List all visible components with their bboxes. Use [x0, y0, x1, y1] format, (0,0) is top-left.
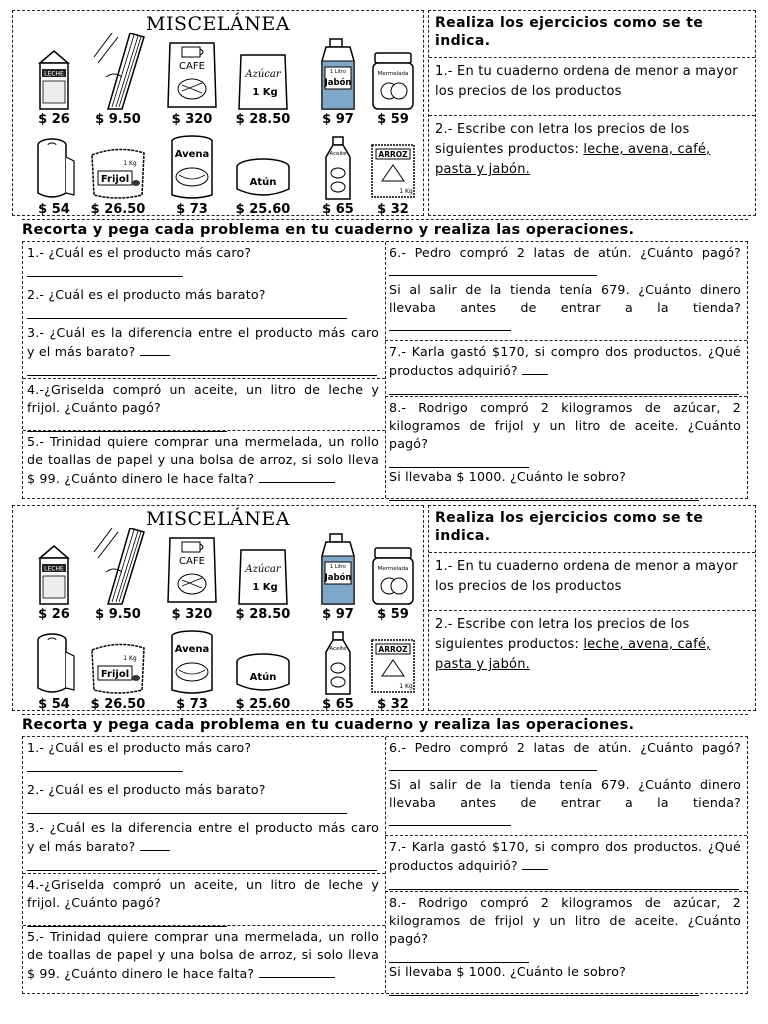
- svg-text:Frijol: Frijol: [100, 174, 130, 185]
- answer-blank[interactable]: [389, 317, 511, 331]
- svg-text:CAFE: CAFE: [179, 556, 205, 567]
- price-aceite: $ 65: [322, 202, 354, 217]
- problems-box: [22, 241, 748, 499]
- price-azucar: $ 28.50: [235, 607, 291, 622]
- problem-8-followup: Si llevaba $ 1000. ¿Cuánto le sobro?: [389, 469, 627, 484]
- rice-bag-icon: [368, 139, 418, 201]
- product-atun: [227, 652, 299, 712]
- answer-line[interactable]: [389, 981, 699, 996]
- product-avena: [159, 135, 225, 217]
- problem-7: [385, 835, 747, 890]
- product-cafe: [159, 35, 225, 127]
- problem-4: [23, 873, 385, 927]
- answer-blank[interactable]: [389, 812, 511, 826]
- problems-right-column: [385, 737, 747, 993]
- product-toallas: [21, 632, 87, 712]
- rice-bag-icon: [368, 634, 418, 696]
- price-toallas: $ 54: [38, 202, 70, 217]
- svg-text:1 Kg: 1 Kg: [399, 188, 413, 195]
- soap-bottle-icon: [316, 37, 360, 111]
- problem-1-text: 1.- ¿Cuál es el producto más caro?: [27, 740, 252, 755]
- oatmeal-can-icon: [167, 135, 217, 201]
- svg-text:ARROZ: ARROZ: [378, 645, 408, 654]
- product-cafe: [159, 530, 225, 622]
- instructions-header: Realiza los ejercicios como se te indica.: [435, 510, 704, 544]
- price-avena: $ 73: [176, 202, 208, 217]
- svg-text:Avena: Avena: [174, 149, 210, 160]
- answer-blank[interactable]: [522, 361, 548, 375]
- problem-3: [27, 324, 379, 376]
- product-leche: [21, 544, 87, 622]
- price-pasta: $ 9.50: [95, 112, 141, 127]
- svg-text:1 Litro: 1 Litro: [330, 564, 346, 570]
- instructions-header: Realiza los ejercicios como se te indica.: [435, 15, 704, 49]
- problem-8-followup: Si llevaba $ 1000. ¿Cuánto le sobro?: [389, 964, 627, 979]
- svg-text:1 Kg: 1 Kg: [252, 87, 278, 98]
- problem-1: [27, 244, 379, 277]
- problem-2-text: 2.- ¿Cuál es el producto más barato?: [27, 287, 266, 302]
- instruction-1: 1.- En tu cuaderno ordena de menor a mayor los precios de los productos: [429, 57, 755, 120]
- answer-line[interactable]: [27, 262, 183, 277]
- problem-7: [385, 340, 747, 395]
- product-frijol: [85, 640, 151, 712]
- price-azucar: $ 28.50: [235, 112, 291, 127]
- svg-text:Azúcar: Azúcar: [245, 69, 281, 80]
- svg-text:Atún: Atún: [249, 177, 277, 188]
- instructions-box: [428, 10, 756, 216]
- problem-6: [389, 739, 741, 831]
- answer-line[interactable]: [27, 856, 377, 871]
- problem-6-text: 6.- Pedro compró 2 latas de atún. ¿Cuánto pagó?: [389, 740, 741, 755]
- product-frijol: [85, 145, 151, 217]
- product-arroz: [363, 634, 423, 712]
- answer-blank[interactable]: [389, 757, 597, 771]
- svg-text:1 Litro: 1 Litro: [330, 69, 346, 75]
- milk-carton-icon: [32, 49, 76, 111]
- svg-text:CAFE: CAFE: [179, 61, 205, 72]
- problem-1: [27, 739, 379, 772]
- price-atun: $ 25.60: [235, 202, 291, 217]
- svg-text:Atún: Atún: [249, 672, 277, 683]
- bean-bag-icon: [88, 640, 148, 696]
- answer-blank[interactable]: [522, 856, 548, 870]
- problems-box: [22, 736, 748, 994]
- problem-1-text: 1.- ¿Cuál es el producto más caro?: [27, 245, 252, 260]
- sugar-bag-icon: [233, 544, 293, 606]
- answer-line[interactable]: [389, 486, 699, 501]
- price-toallas: $ 54: [38, 697, 70, 712]
- product-azucar: [227, 544, 299, 622]
- problem-4-text: 4.-¿Griselda compró un aceite, un litro de leche y frijol. ¿Cuánto pagó?: [27, 382, 379, 415]
- product-jabon: [305, 532, 371, 622]
- problem-6-followup: Si al salir de la tienda tenía 679. ¿Cuánto dinero llevaba antes de entrar a la tienda?: [389, 282, 741, 315]
- price-frijol: $ 26.50: [90, 202, 146, 217]
- instruction-2-text: 2.- Escribe con letra los precios de los siguientes productos:: [435, 617, 690, 652]
- svg-text:1 Kg: 1 Kg: [252, 582, 278, 593]
- jam-jar-icon: [369, 49, 417, 111]
- price-cafe: $ 320: [171, 607, 213, 622]
- product-mermelada: [363, 49, 423, 127]
- product-catalog: [12, 10, 424, 216]
- product-aceite: [305, 135, 371, 217]
- answer-blank[interactable]: [140, 837, 170, 851]
- answer-line[interactable]: [27, 757, 183, 772]
- jam-jar-icon: [369, 544, 417, 606]
- price-atun: $ 25.60: [235, 697, 291, 712]
- problem-5: [23, 430, 385, 488]
- coffee-bag-icon: [164, 530, 220, 606]
- problem-7-text: 7.- Karla gastó $170, si compro dos productos. ¿Qué productos adquirió?: [389, 344, 741, 378]
- price-mermelada: $ 59: [377, 112, 409, 127]
- instruction-2-text: 2.- Escribe con letra los precios de los siguientes productos:: [435, 122, 690, 157]
- product-pasta: [85, 528, 151, 622]
- problem-8: [385, 891, 747, 996]
- problem-6-text: 6.- Pedro compró 2 latas de atún. ¿Cuánto pagó?: [389, 245, 741, 260]
- answer-line[interactable]: [389, 875, 739, 890]
- product-azucar: [227, 49, 299, 127]
- catalog-title: MISCELÁNEA: [146, 13, 290, 35]
- answer-line[interactable]: [27, 799, 347, 814]
- answer-blank[interactable]: [259, 964, 335, 978]
- answer-blank[interactable]: [259, 469, 335, 483]
- price-jabon: $ 97: [322, 112, 354, 127]
- svg-text:Mermelada: Mermelada: [377, 71, 409, 77]
- answer-line[interactable]: [389, 453, 529, 468]
- problems-header: Recorta y pega cada problema en tu cuaderno y realiza las operaciones.: [22, 714, 748, 733]
- pasta-bundle-icon: [88, 528, 148, 606]
- product-aceite: [305, 630, 371, 712]
- problem-6-followup: Si al salir de la tienda tenía 679. ¿Cuánto dinero llevaba antes de entrar a la tienda?: [389, 777, 741, 810]
- sugar-bag-icon: [233, 49, 293, 111]
- problems-left-column: [23, 737, 386, 993]
- product-pasta: [85, 33, 151, 127]
- instruction-1: 1.- En tu cuaderno ordena de menor a mayor los precios de los productos: [429, 552, 755, 615]
- instruction-2: [429, 610, 755, 679]
- tuna-can-icon: [233, 652, 293, 696]
- price-arroz: $ 32: [377, 202, 409, 217]
- price-arroz: $ 32: [377, 697, 409, 712]
- catalog-title: MISCELÁNEA: [146, 508, 290, 530]
- svg-text:Azúcar: Azúcar: [245, 564, 281, 575]
- answer-line[interactable]: [27, 304, 347, 319]
- price-avena: $ 73: [176, 697, 208, 712]
- milk-carton-icon: [32, 544, 76, 606]
- problems-header: Recorta y pega cada problema en tu cuaderno y realiza las operaciones.: [22, 219, 748, 238]
- answer-line[interactable]: [389, 380, 739, 395]
- bean-bag-icon: [88, 145, 148, 201]
- svg-text:1 Kg: 1 Kg: [123, 655, 137, 662]
- problems-right-column: [385, 242, 747, 498]
- price-cafe: $ 320: [171, 112, 213, 127]
- answer-line[interactable]: [27, 361, 377, 376]
- product-toallas: [21, 137, 87, 217]
- problem-6: [389, 244, 741, 336]
- problem-2-text: 2.- ¿Cuál es el producto más barato?: [27, 782, 266, 797]
- product-avena: [159, 630, 225, 712]
- oil-bottle-icon: [316, 135, 360, 201]
- price-mermelada: $ 59: [377, 607, 409, 622]
- paper-towel-roll-icon: [32, 632, 76, 696]
- svg-text:Jabón: Jabón: [324, 78, 352, 88]
- answer-blank[interactable]: [140, 342, 170, 356]
- svg-text:Frijol: Frijol: [100, 669, 130, 680]
- product-arroz: [363, 139, 423, 217]
- instruction-2-products: leche, avena, café, pasta y jabón.: [435, 142, 711, 177]
- price-leche: $ 26: [38, 607, 70, 622]
- problems-left-column: [23, 242, 386, 498]
- answer-line[interactable]: [389, 948, 529, 963]
- oatmeal-can-icon: [167, 630, 217, 696]
- product-leche: [21, 49, 87, 127]
- problem-5-text: 5.- Trinidad quiere comprar una mermelada, un rollo de toallas de papel y una bolsa de arroz, si solo lleva $ 99. ¿Cuánto dinero le hace falta?: [27, 929, 379, 981]
- instruction-2: [429, 115, 755, 184]
- problem-8: [385, 396, 747, 501]
- svg-text:1 Kg: 1 Kg: [123, 160, 137, 167]
- problem-7-text: 7.- Karla gastó $170, si compro dos productos. ¿Qué productos adquirió?: [389, 839, 741, 873]
- instruction-2-products: leche, avena, café, pasta y jabón.: [435, 637, 711, 672]
- coffee-bag-icon: [164, 35, 220, 111]
- svg-text:LECHE: LECHE: [44, 70, 64, 78]
- problem-3: [27, 819, 379, 871]
- soap-bottle-icon: [316, 532, 360, 606]
- problem-5: [23, 925, 385, 983]
- product-jabon: [305, 37, 371, 127]
- answer-blank[interactable]: [389, 262, 597, 276]
- svg-text:ARROZ: ARROZ: [378, 150, 408, 159]
- paper-towel-roll-icon: [32, 137, 76, 201]
- problem-3-text: 3.- ¿Cuál es la diferencia entre el producto más caro y el más barato?: [27, 820, 379, 854]
- problem-4: [23, 378, 385, 432]
- svg-text:Aceite: Aceite: [329, 151, 347, 157]
- problem-8-text: 8.- Rodrigo compró 2 kilogramos de azúcar, 2 kilogramos de frijol y un litro de aceite. ¿Cuánto pagó?: [389, 400, 741, 451]
- problem-5-text: 5.- Trinidad quiere comprar una mermelada, un rollo de toallas de papel y una bolsa de arroz, si solo lleva $ 99. ¿Cuánto dinero le hace falta?: [27, 434, 379, 486]
- product-atun: [227, 157, 299, 217]
- product-catalog: [12, 505, 424, 711]
- pasta-bundle-icon: [88, 33, 148, 111]
- oil-bottle-icon: [316, 630, 360, 696]
- product-mermelada: [363, 544, 423, 622]
- svg-text:Mermelada: Mermelada: [377, 566, 409, 572]
- problem-2: [27, 286, 379, 319]
- price-aceite: $ 65: [322, 697, 354, 712]
- worksheet-copy-2: [0, 505, 768, 1002]
- tuna-can-icon: [233, 157, 293, 201]
- svg-text:Jabón: Jabón: [324, 573, 352, 583]
- price-frijol: $ 26.50: [90, 697, 146, 712]
- svg-text:1 Kg: 1 Kg: [399, 683, 413, 690]
- price-jabon: $ 97: [322, 607, 354, 622]
- price-leche: $ 26: [38, 112, 70, 127]
- price-pasta: $ 9.50: [95, 607, 141, 622]
- problem-3-text: 3.- ¿Cuál es la diferencia entre el producto más caro y el más barato?: [27, 325, 379, 359]
- instructions-box: [428, 505, 756, 711]
- problem-2: [27, 781, 379, 814]
- problem-8-text: 8.- Rodrigo compró 2 kilogramos de azúcar, 2 kilogramos de frijol y un litro de aceite. ¿Cuánto pagó?: [389, 895, 741, 946]
- problem-4-text: 4.-¿Griselda compró un aceite, un litro de leche y frijol. ¿Cuánto pagó?: [27, 877, 379, 910]
- svg-text:Avena: Avena: [174, 644, 210, 655]
- worksheet-copy-1: [0, 10, 768, 507]
- svg-text:LECHE: LECHE: [44, 565, 64, 573]
- svg-text:Aceite: Aceite: [329, 646, 347, 652]
